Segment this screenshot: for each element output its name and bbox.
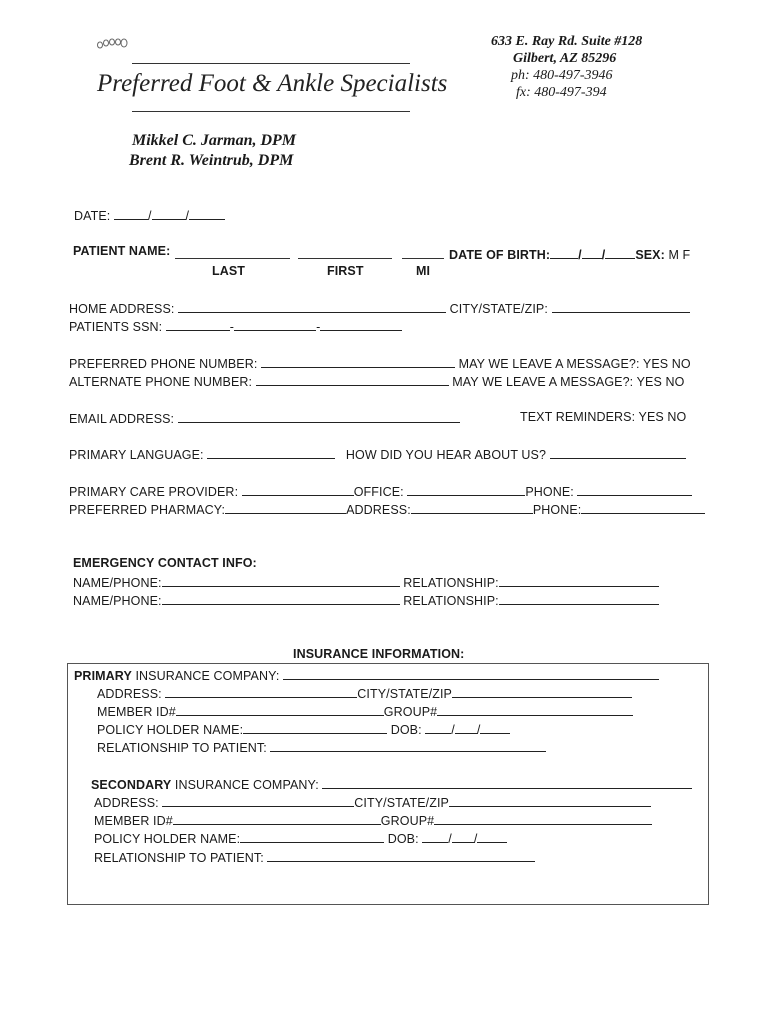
pcp-row — [69, 483, 692, 499]
leave-message-label-2[interactable]: MAY WE LEAVE A MESSAGE?: YES NO — [452, 375, 685, 389]
secondary-company-label: INSURANCE COMPANY: — [171, 778, 319, 792]
secondary-csz-label: CITY/STATE/ZIP — [354, 796, 449, 810]
secondary-member-row — [94, 812, 652, 828]
primary-label: PRIMARY — [74, 669, 132, 683]
dob-year-field[interactable] — [605, 246, 635, 259]
secondary-member-label: MEMBER ID# — [94, 814, 173, 828]
ssn-label: PATIENTS SSN: — [69, 320, 163, 334]
date-label: DATE: — [74, 209, 111, 223]
secondary-address-field[interactable] — [162, 794, 354, 807]
pharmacy-row — [69, 501, 705, 517]
primary-group-field[interactable] — [437, 703, 633, 716]
primary-relationship-label: RELATIONSHIP TO PATIENT: — [97, 741, 267, 755]
primary-language-label: PRIMARY LANGUAGE: — [69, 448, 204, 462]
mi-caption: MI — [416, 264, 431, 278]
secondary-group-field[interactable] — [434, 812, 652, 825]
primary-csz-label: CITY/STATE/ZIP — [357, 687, 452, 701]
first-name-field[interactable] — [298, 258, 392, 259]
secondary-relationship-label: RELATIONSHIP TO PATIENT: — [94, 851, 264, 865]
email-row — [69, 410, 460, 426]
ssn-part1-field[interactable] — [166, 318, 230, 331]
secondary-policy-field[interactable] — [240, 830, 384, 843]
patient-name-label: PATIENT NAME: — [73, 244, 171, 258]
primary-dob-month[interactable] — [425, 721, 451, 734]
secondary-company-row — [91, 776, 692, 792]
secondary-policy-row: POLICY HOLDER NAME: DOB: / / — [94, 830, 507, 846]
home-address-row — [69, 300, 690, 316]
language-row — [69, 446, 686, 462]
ssn-row: PATIENTS SSN: - - — [69, 318, 402, 334]
sex-label: SEX: — [635, 248, 665, 262]
primary-company-label: INSURANCE COMPANY: — [131, 669, 280, 683]
secondary-dob-label: DOB: — [387, 832, 419, 846]
emergency-row-1 — [73, 574, 659, 590]
secondary-group-label: GROUP# — [380, 814, 435, 828]
date-month-field[interactable] — [114, 207, 148, 220]
primary-policy-field[interactable] — [243, 721, 387, 734]
secondary-company-field[interactable] — [322, 776, 692, 789]
emergency-relationship-field-2[interactable] — [499, 592, 659, 605]
secondary-label: SECONDARY — [91, 778, 172, 792]
date-row: DATE: / / — [74, 207, 225, 223]
dob-row: DATE OF BIRTH: / / SEX: M F — [449, 248, 691, 262]
emergency-name-label-2: NAME/PHONE: — [73, 594, 162, 608]
primary-member-label: MEMBER ID# — [97, 705, 176, 719]
practice-address-line2: Gilbert, AZ 85296 — [513, 51, 617, 66]
hear-about-field[interactable] — [550, 446, 686, 459]
text-reminders-label[interactable]: TEXT REMINDERS: YES NO — [520, 410, 687, 424]
city-state-zip-field[interactable] — [552, 300, 690, 313]
ssn-part3-field[interactable] — [320, 318, 402, 331]
doctor-name-1: Mikkel C. Jarman, DPM — [132, 132, 297, 149]
practice-phone: ph: 480-497-3946 — [511, 68, 613, 83]
primary-company-field[interactable] — [283, 667, 659, 680]
practice-fax: fx: 480-497-394 — [516, 85, 607, 100]
practice-address-line1: 633 E. Ray Rd. Suite #128 — [491, 34, 643, 49]
middle-initial-field[interactable] — [402, 258, 444, 259]
secondary-dob-month[interactable] — [422, 830, 448, 843]
emergency-name-field-1[interactable] — [162, 574, 400, 587]
secondary-csz-field[interactable] — [449, 794, 651, 807]
secondary-member-field[interactable] — [173, 812, 381, 825]
date-year-field[interactable] — [189, 207, 225, 220]
emergency-name-field-2[interactable] — [162, 592, 400, 605]
alternate-phone-field[interactable] — [256, 373, 449, 386]
first-caption: FIRST — [327, 264, 364, 278]
preferred-phone-field[interactable] — [261, 355, 455, 368]
primary-address-field[interactable] — [165, 685, 357, 698]
pharmacy-address-field[interactable] — [411, 501, 533, 514]
secondary-policy-label: POLICY HOLDER NAME: — [94, 832, 241, 846]
hear-about-label: HOW DID YOU HEAR ABOUT US? — [345, 448, 547, 462]
secondary-dob-year[interactable] — [477, 830, 507, 843]
emergency-name-label-1: NAME/PHONE: — [73, 576, 162, 590]
pcp-label: PRIMARY CARE PROVIDER: — [69, 485, 239, 499]
primary-company-row — [74, 667, 659, 683]
secondary-relationship-row — [94, 849, 535, 865]
insurance-heading: INSURANCE INFORMATION: — [293, 647, 465, 661]
email-label: EMAIL ADDRESS: — [69, 412, 175, 426]
last-name-field[interactable] — [175, 258, 290, 259]
pharmacy-field[interactable] — [225, 501, 346, 514]
last-caption: LAST — [212, 264, 246, 278]
primary-address-row — [97, 685, 632, 701]
alternate-phone-label: ALTERNATE PHONE NUMBER: — [69, 375, 253, 389]
practice-name: Preferred Foot & Ankle Specialists — [97, 70, 448, 97]
doctor-name-2: Brent R. Weintrub, DPM — [129, 152, 294, 169]
pcp-phone-label: PHONE: — [525, 485, 574, 499]
pharmacy-phone-field[interactable] — [581, 501, 705, 514]
primary-address-label: ADDRESS: — [97, 687, 162, 701]
feet-icon — [96, 36, 130, 50]
dob-month-field[interactable] — [550, 246, 578, 259]
emergency-relationship-label-2: RELATIONSHIP: — [403, 594, 499, 608]
secondary-dob-day[interactable] — [452, 830, 474, 843]
preferred-phone-row — [69, 355, 691, 371]
preferred-phone-label: PREFERRED PHONE NUMBER: — [69, 357, 258, 371]
emergency-relationship-label-1: RELATIONSHIP: — [403, 576, 499, 590]
pharmacy-phone-label: PHONE: — [532, 503, 582, 517]
secondary-address-label: ADDRESS: — [94, 796, 159, 810]
primary-dob-label: DOB: — [390, 723, 422, 737]
primary-dob-day[interactable] — [455, 721, 477, 734]
secondary-address-row — [94, 794, 651, 810]
secondary-relationship-field[interactable] — [267, 849, 535, 862]
primary-relationship-row — [97, 739, 546, 755]
alternate-phone-row — [69, 373, 684, 389]
primary-member-row — [97, 703, 633, 719]
dob-label: DATE OF BIRTH: — [449, 248, 551, 262]
pcp-phone-field[interactable] — [577, 483, 692, 496]
sex-options[interactable]: M F — [668, 248, 691, 262]
primary-relationship-field[interactable] — [270, 739, 546, 752]
ssn-part2-field[interactable] — [234, 318, 316, 331]
date-day-field[interactable] — [152, 207, 186, 220]
city-state-zip-label: CITY/STATE/ZIP: — [449, 302, 548, 316]
emergency-relationship-field-1[interactable] — [499, 574, 659, 587]
primary-dob-year[interactable] — [480, 721, 510, 734]
primary-group-label: GROUP# — [383, 705, 438, 719]
primary-language-field[interactable] — [207, 446, 335, 459]
office-field[interactable] — [407, 483, 525, 496]
emergency-row-2 — [73, 592, 659, 608]
email-field[interactable] — [178, 410, 460, 423]
primary-csz-field[interactable] — [452, 685, 632, 698]
office-label: OFFICE: — [353, 485, 404, 499]
primary-policy-row: POLICY HOLDER NAME: DOB: / / — [97, 721, 510, 737]
pharmacy-label: PREFERRED PHARMACY: — [69, 503, 226, 517]
emergency-heading: EMERGENCY CONTACT INFO: — [73, 556, 257, 570]
home-address-label: HOME ADDRESS: — [69, 302, 175, 316]
leave-message-label-1[interactable]: MAY WE LEAVE A MESSAGE?: YES NO — [458, 357, 691, 371]
pharmacy-address-label: ADDRESS: — [346, 503, 411, 517]
dob-day-field[interactable] — [582, 246, 602, 259]
pcp-field[interactable] — [242, 483, 354, 496]
home-address-field[interactable] — [178, 300, 446, 313]
primary-policy-label: POLICY HOLDER NAME: — [97, 723, 244, 737]
primary-member-field[interactable] — [176, 703, 384, 716]
